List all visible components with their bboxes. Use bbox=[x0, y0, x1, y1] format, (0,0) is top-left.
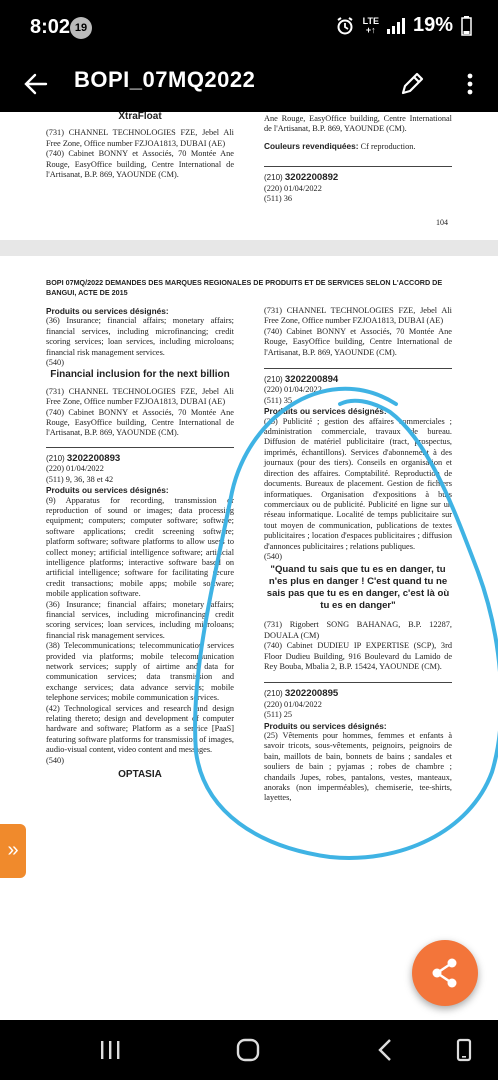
system-navigation-bar bbox=[0, 1020, 498, 1080]
goods-36-text: (36) Insurance; financial affairs; monetary affairs; financial services, including microfinancing; credit scoring services; loan services, including microloans; financial risk management services. bbox=[46, 316, 234, 357]
document-viewport[interactable] bbox=[0, 112, 498, 1020]
app-bar bbox=[0, 56, 498, 112]
owner-text: (731) CHANNEL TECHNOLOGIES FZE, Jebel Ali Free Zone, Office number FZJOA1813, DUBAI (AE) bbox=[264, 306, 452, 326]
page-105-right-column bbox=[264, 306, 452, 804]
app-code: (210) bbox=[264, 689, 285, 699]
chevron-left-icon bbox=[366, 1032, 406, 1068]
mark-optasia: OPTASIA bbox=[118, 769, 162, 781]
page-header: BOPI 07MQ/2022 DEMANDES DES MARQUES REGIONALES DE PRODUITS ET DE SERVICES SELON L'ACCORD DE BANGUI, ACTE DE 2015 bbox=[46, 278, 443, 297]
app-number-value: 3202200893 bbox=[66, 452, 121, 464]
goods-label: Produits ou services désignés: bbox=[264, 720, 387, 731]
goods-42-text: (42) Technological services and research and design relating thereto; design and development of computer hardware and software; Platform as a service [PaaS] featuring software platforms for transmission of images, audio-visual content, video content and messages. bbox=[46, 703, 234, 755]
colors-label: Couleurs revendiquées: bbox=[264, 140, 359, 151]
class-number: (511) 25 bbox=[264, 710, 293, 720]
more-options-button[interactable] bbox=[452, 66, 488, 102]
mark-financial-inclusion: Financial inclusion for the next billion bbox=[50, 369, 230, 381]
back-button[interactable] bbox=[18, 66, 54, 102]
app-number-value: 3202200894 bbox=[284, 374, 339, 386]
signal-icon bbox=[387, 18, 405, 34]
page-105-left-column bbox=[46, 306, 234, 780]
goods-35-text: (35) Publicité ; gestion des affaires commerciales ; administration commerciale, travaux de bureau. Diffusion de matériel publicitaire (tract, prospectus, imprimés, échantillons). Services d'abonnement à des journaux (pour des tiers). Conseils en organisation et direction des affaires. Comptabilité. Reproduction de documents. Bureaux de placement. Gestion de fichiers informatiques. Organisation d'expositions à buts commerciaux ou de publicité. Publicité en ligne sur un réseau informatique. Localité de temps publicitaire sur tout moyen de communication, publications de textes publicitaires ; location d'espaces publicitaires ; diffusion d'annonces publicitaires ; relations publiques. bbox=[264, 416, 452, 551]
lte-arrows: +↑ bbox=[365, 24, 376, 35]
agent-text: (740) Cabinet BONNY et Associés, 70 Montée Ane Rouge, EasyOffice building, Centre International de l'Artisanat, B.P. 869, YAOUNDE (CM). bbox=[46, 407, 234, 438]
app-code: (210) bbox=[264, 375, 285, 385]
filing-date: (220) 01/04/2022 bbox=[264, 385, 322, 395]
agent-text-continued: Ane Rouge, EasyOffice building, Centre International de l'Artisanat, B.P. 869, YAOUNDE (CM). bbox=[264, 114, 452, 134]
class-number: (511) 35 bbox=[264, 395, 293, 405]
agent-text: (740) Cabinet BONNY et Associés, 70 Montée Ane Rouge, EasyOffice building, Centre International de l'Artisanat, B.P. 869, YAOUNDE (CM). bbox=[46, 149, 234, 180]
class-numbers: (511) 9, 36, 38 et 42 bbox=[46, 474, 114, 484]
recent-apps-button[interactable] bbox=[90, 1032, 130, 1068]
pencil-icon bbox=[394, 66, 430, 102]
code-540: (540) bbox=[46, 755, 64, 765]
filing-date: (220) 01/04/2022 bbox=[264, 183, 322, 193]
double-chevron-right-icon: » bbox=[7, 839, 19, 861]
status-icons bbox=[335, 14, 472, 37]
back-nav-button[interactable] bbox=[366, 1032, 406, 1068]
more-vertical-icon bbox=[452, 66, 488, 102]
goods-label: Produits ou services désignés: bbox=[46, 485, 169, 496]
goods-label: Produits ou services désignés: bbox=[264, 406, 387, 417]
lte-label: LTE bbox=[362, 15, 379, 26]
goods-label: Produits ou services désignés: bbox=[46, 306, 169, 316]
application-number bbox=[264, 689, 452, 699]
pdf-page-104 bbox=[0, 112, 498, 240]
status-bar bbox=[0, 0, 498, 56]
code-540: (540) bbox=[264, 551, 282, 561]
home-icon bbox=[228, 1032, 268, 1068]
colors-value: Cf reproduction. bbox=[360, 141, 416, 151]
app-code: (210) bbox=[264, 173, 285, 183]
app-number-value: 3202200892 bbox=[284, 172, 339, 184]
page-number-104: 104 bbox=[436, 218, 448, 227]
owner-text: (731) CHANNEL TECHNOLOGIES FZE, Jebel Ali Free Zone, Office number FZJOA1813, DUBAI (AE) bbox=[46, 128, 234, 148]
goods-36-text: (36) Insurance; financial affairs; monetary affairs; financial services, including microfinancing; credit scoring services; loan services, including microloans; financial risk management services. bbox=[46, 599, 234, 640]
application-number bbox=[264, 173, 452, 183]
filing-date: (220) 01/04/2022 bbox=[46, 464, 104, 474]
app-number-value: 3202200895 bbox=[284, 688, 339, 700]
page-104-right-column bbox=[264, 114, 452, 204]
code-540: (540) bbox=[46, 358, 64, 368]
share-button[interactable] bbox=[412, 940, 478, 1006]
battery-icon bbox=[461, 16, 472, 36]
keyboard-toggle-button[interactable] bbox=[444, 1032, 484, 1068]
expand-side-panel-button[interactable] bbox=[0, 824, 26, 878]
class-number: (511) 36 bbox=[264, 194, 293, 204]
lte-indicator bbox=[363, 17, 379, 35]
share-icon bbox=[412, 940, 478, 1006]
edit-button[interactable] bbox=[394, 66, 430, 102]
agent-text: (740) Cabinet BONNY et Associés, 70 Montée Ane Rouge, EasyOffice building, Centre International de l'Artisanat, B.P. 869, YAOUNDE (CM). bbox=[264, 326, 452, 357]
notification-count-badge: 19 bbox=[70, 17, 92, 39]
application-number bbox=[46, 454, 234, 464]
app-code: (210) bbox=[46, 453, 67, 463]
page-104-left-column bbox=[46, 112, 234, 180]
mark-quote-slogan: "Quand tu sais que tu es en danger, tu n'es plus en danger ! C'est quand tu ne sais pas que tu es en danger, c'est là où tu es en danger" bbox=[266, 564, 450, 612]
goods-25-text: (25) Vêtements pour hommes, femmes et enfants à savoir tricots, sous-vêtements, peignoirs, peignoirs de bain, maillots de bain, bonnets de bains ; sandales et souliers de bain ; pyjamas ; robes de chambre ; chandails Jupes, robes, pantalons, vestes, manteaux, anoraks (non imperméables), chemiserie, tee-shirts, layettes, bbox=[264, 731, 452, 803]
alarm-icon bbox=[335, 16, 355, 36]
goods-38-text: (38) Telecommunications; telecommunication services provided via platforms; mobile telecommunication network services; supply of airtime and data for communication services; data transmission and exchange services; data advance services; mobile telephone services; mobile communication services. bbox=[46, 641, 234, 703]
application-number bbox=[264, 375, 452, 385]
battery-percent: 19% bbox=[412, 14, 453, 36]
phone-rotate-icon bbox=[444, 1032, 484, 1068]
agent-text: (740) Cabinet DUDIEU IP EXPERTISE (SCP), 3rd Floor Dudieu Building, 916 Boulevard du Lamido de Rey Bouba, Mbalia 2, B.P. 15424, YAOUNDE (CM). bbox=[264, 641, 452, 671]
arrow-left-icon bbox=[18, 66, 54, 102]
filing-date: (220) 01/04/2022 bbox=[264, 699, 322, 709]
home-button[interactable] bbox=[228, 1032, 268, 1068]
recent-apps-icon bbox=[90, 1032, 130, 1068]
owner-text: (731) CHANNEL TECHNOLOGIES FZE, Jebel Ali Free Zone, Office number FZJOA1813, DUBAI (AE) bbox=[46, 386, 234, 407]
pdf-page-105 bbox=[0, 256, 498, 1020]
owner-text: (731) Rigobert SONG BAHANAG, B.P. 12287, DOUALA (CM) bbox=[264, 620, 452, 640]
status-time: 8:02 bbox=[30, 16, 71, 38]
document-title: BOPI_07MQ2022 bbox=[74, 67, 256, 92]
goods-9-text: (9) Apparatus for recording, transmission or reproduction of sound or images; data processing equipment; computers; computer software; software; software applications; credit screening software; platform software; software platforms to allow users to collect money; artificial intelligence software; artificial intelligence platforms; interactive software based on artificial intelligence; software for facilitating secure credit transactions; mobile apps; mobile software; mobile application software. bbox=[46, 495, 234, 599]
mark-xtrafloat: XtraFloat bbox=[118, 112, 162, 122]
